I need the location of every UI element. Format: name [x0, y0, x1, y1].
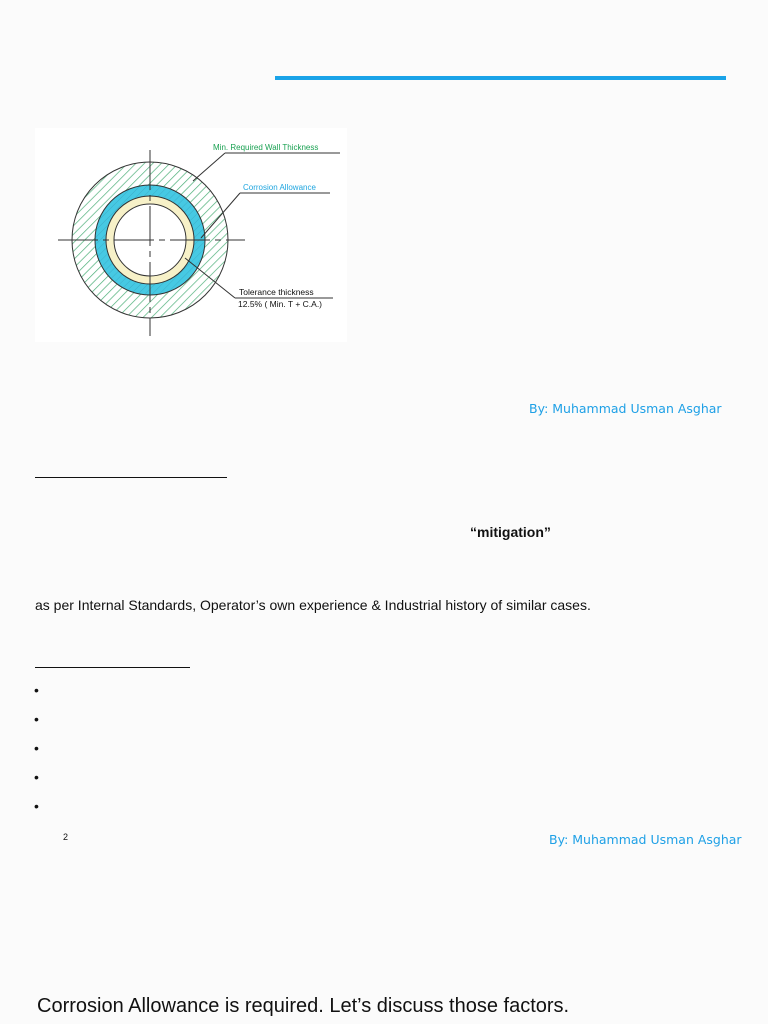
- bullet-item: •: [34, 682, 39, 698]
- accent-rule: [275, 76, 726, 80]
- body-text-line: as per Internal Standards, Operator’s own experience & Industrial history of similar cases.: [35, 597, 591, 613]
- bullet-item: •: [34, 740, 39, 756]
- author-byline: By: Muhammad Usman Asghar: [529, 401, 722, 416]
- bottom-text-line: Corrosion Allowance is required. Let’s discuss those factors.: [37, 995, 570, 1017]
- mitigation-term: “mitigation”: [470, 524, 551, 540]
- label-tolerance-formula: 12.5% ( Min. T + C.A.): [238, 299, 323, 309]
- label-min-wall-thickness: Min. Required Wall Thickness: [213, 143, 319, 152]
- label-tolerance-thickness: Tolerance thickness: [239, 287, 314, 297]
- bullet-item: •: [34, 769, 39, 785]
- heading-underline: [35, 477, 227, 478]
- author-byline-footer: By: Muhammad Usman Asghar: [549, 832, 742, 847]
- bullet-list: [34, 680, 39, 825]
- bullet-item: •: [34, 711, 39, 727]
- page-number: 2: [63, 832, 69, 842]
- label-corrosion-allowance: Corrosion Allowance: [243, 183, 316, 192]
- bullet-item: •: [34, 798, 39, 814]
- subheading-underline: [35, 667, 190, 668]
- pipe-wall-diagram: [35, 128, 347, 342]
